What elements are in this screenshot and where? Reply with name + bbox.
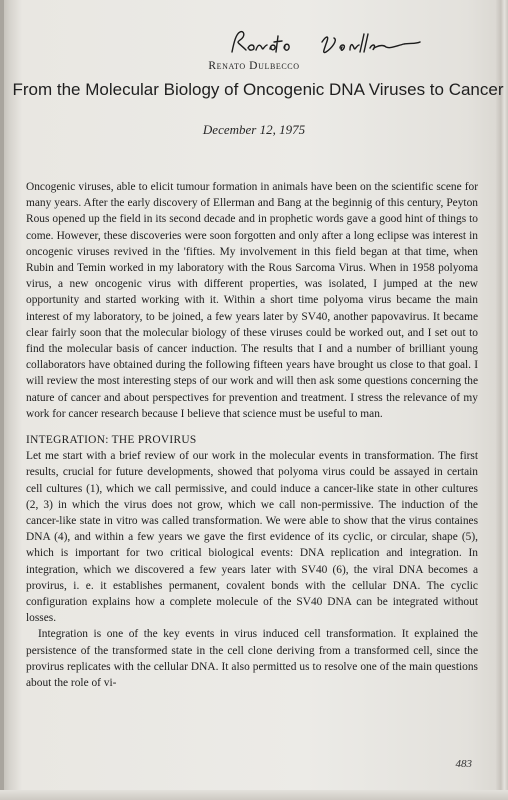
- page-bottom-edge: [0, 790, 508, 800]
- section-heading: INTEGRATION: THE PROVIRUS: [26, 434, 197, 447]
- page-number: 483: [455, 758, 472, 770]
- binding-shadow: [0, 0, 4, 800]
- handwritten-signature: [226, 28, 426, 62]
- section-paragraph: Let me start with a brief review of our work in the molecular events in transformation. The first results, crucial for future developments, showed that polyoma virus could be assayed in certain cell cultures (1), which we call permissive, and could induce a cancer-like state in other cultures (2, 3) in which the virus does not grow, which we call non-permissive. The induction of the cancer-like state in vitro was called transformation. We were able to show that the virus containes DNA (4), and within a few years we gave the first evidence of its cyclic, or circular, shape (5), which is important for two critical biological events: DNA replication and integration. In integration, which we discovered a few years later with SV40 (6), the viral DNA becomes a provirus, i. e. it establishes permanent, covalent bonds with the cellular DNA. The cyclic configuration explains how a complete molecule of the SV40 DNA can be integrated without losses.: [26, 450, 478, 625]
- article-body: [26, 179, 478, 691]
- article-title: From the Molecular Biology of Oncogenic DNA Viruses to Cancer: [12, 80, 504, 99]
- intro-paragraph: Oncogenic viruses, able to elicit tumour formation in animals have been on the scientific scene for many years. After the early discovery of Ellerman and Bang at the beginnig of this century, Peyton Rous opened up the field in its second decade and in prophetic words gave a good hint of things to come. However, these discoveries were soon forgotten and only after a long eclipse was interest in oncogenic viruses revived in the 'fifties. My involvement in this field began at that time, when Rubin and Temin worked in my laboratory with the Rous Sarcoma Virus. When in 1958 polyoma virus, a new oncogenic virus with different properties, was isolated, I jumped at the new opportunity and started working with it. Within a short time polyoma virus became the main interest of my laboratory, to be joined, a few years later by SV40, another papovavirus. It became clear fairly soon that the molecular biology of these viruses could be worked out, and I set out to find the molecular basis of cancer induction. The results that I and a number of brilliant young collaborators have obtained during the following fifteen years have brought us close to that goal. I will review the most interesting steps of our work and will then ask some questions concerning the nature of cancer and about perspectives for prevention and treatment. I stress the relevance of my work for cancer research because I believe that science must be useful to man.: [26, 181, 478, 420]
- lecture-date: December 12, 1975: [202, 122, 306, 137]
- section-paragraph: Integration is one of the key events in virus induced cell transformation. It explained the persistence of the transformed state in the cell clone deriving from a transformed cell, since the provirus replicates with the cellular DNA. It also permitted us to resolve one of the main questions about the role of vi-: [26, 628, 478, 690]
- page-stack-edge: [496, 0, 508, 800]
- author-name: Renato Dulbecco: [208, 60, 300, 72]
